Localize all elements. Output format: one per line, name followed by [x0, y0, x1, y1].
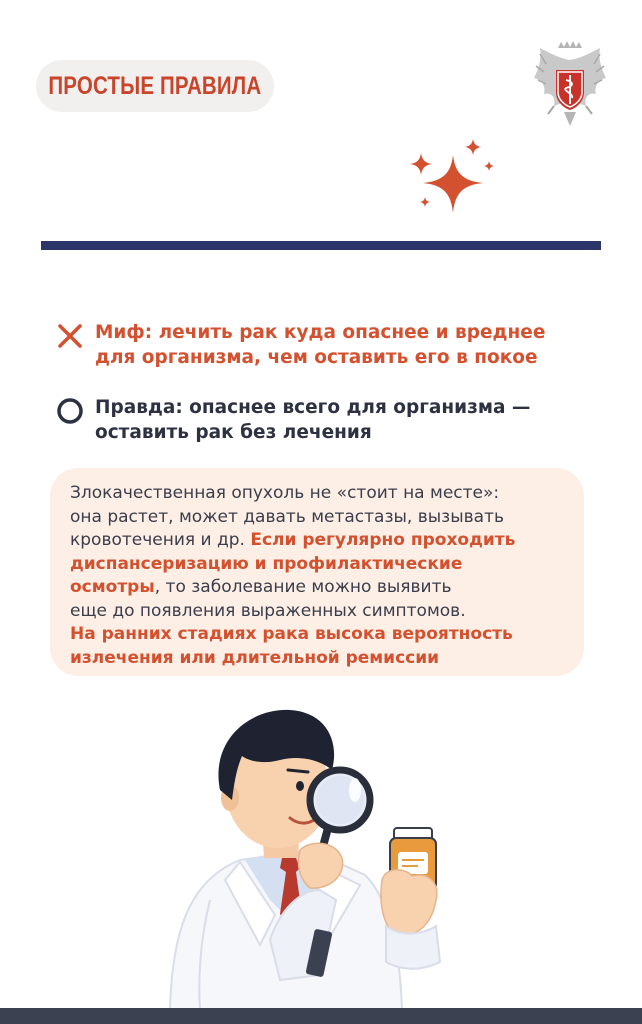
- truth-line: оставить рак без лечения: [95, 422, 372, 443]
- info-line: [70, 576, 574, 600]
- info-line: [70, 623, 574, 647]
- info-line-text: она растет, может давать метастазы, вызывать: [70, 506, 505, 527]
- info-line-text: Злокачественная опухоль не «стоит на месте»:: [70, 483, 500, 503]
- info-line: [70, 553, 574, 577]
- sparkles-icon: [405, 135, 505, 225]
- doctor-with-magnifier-illustration: [150, 700, 490, 1010]
- info-line: [70, 506, 574, 530]
- badge-label: ПРОСТЫЕ ПРАВИЛА: [48, 71, 262, 100]
- info-highlight: На ранних стадиях рака высока вероятность: [70, 624, 513, 644]
- info-line-text: кровотечения и др.: [70, 530, 251, 550]
- circle-icon: [56, 397, 84, 425]
- info-line: [70, 600, 574, 624]
- myth-line: Миф: лечить рак куда опаснее и вреднее: [95, 322, 546, 343]
- section-divider: [41, 241, 601, 250]
- info-line: [70, 647, 574, 671]
- info-highlight: диспансеризацию и профилактические: [70, 553, 463, 574]
- myth-text: [95, 320, 545, 370]
- info-line-text: , то заболевание можно выявить: [154, 577, 452, 597]
- info-line: [70, 529, 574, 553]
- info-highlight: осмотры: [70, 577, 155, 597]
- truth-line: Правда: опаснее всего для организма —: [95, 397, 531, 418]
- ministry-emblem-icon: [528, 40, 612, 130]
- myth-line: для организма, чем оставить его в покое: [95, 347, 538, 368]
- info-highlight: излечения или длительной ремиссии: [70, 647, 440, 668]
- myth-statement: [56, 320, 545, 370]
- cross-icon: [56, 322, 84, 350]
- info-text: [70, 482, 574, 670]
- info-highlight: Если регулярно проходить: [250, 530, 516, 550]
- info-box: [50, 468, 584, 676]
- info-line: [70, 482, 574, 506]
- truth-statement: [56, 395, 530, 445]
- section-badge: [36, 60, 274, 112]
- info-line-text: еще до появления выраженных симптомов.: [70, 600, 466, 621]
- footer-bar: [0, 1008, 642, 1024]
- truth-text: [95, 395, 530, 445]
